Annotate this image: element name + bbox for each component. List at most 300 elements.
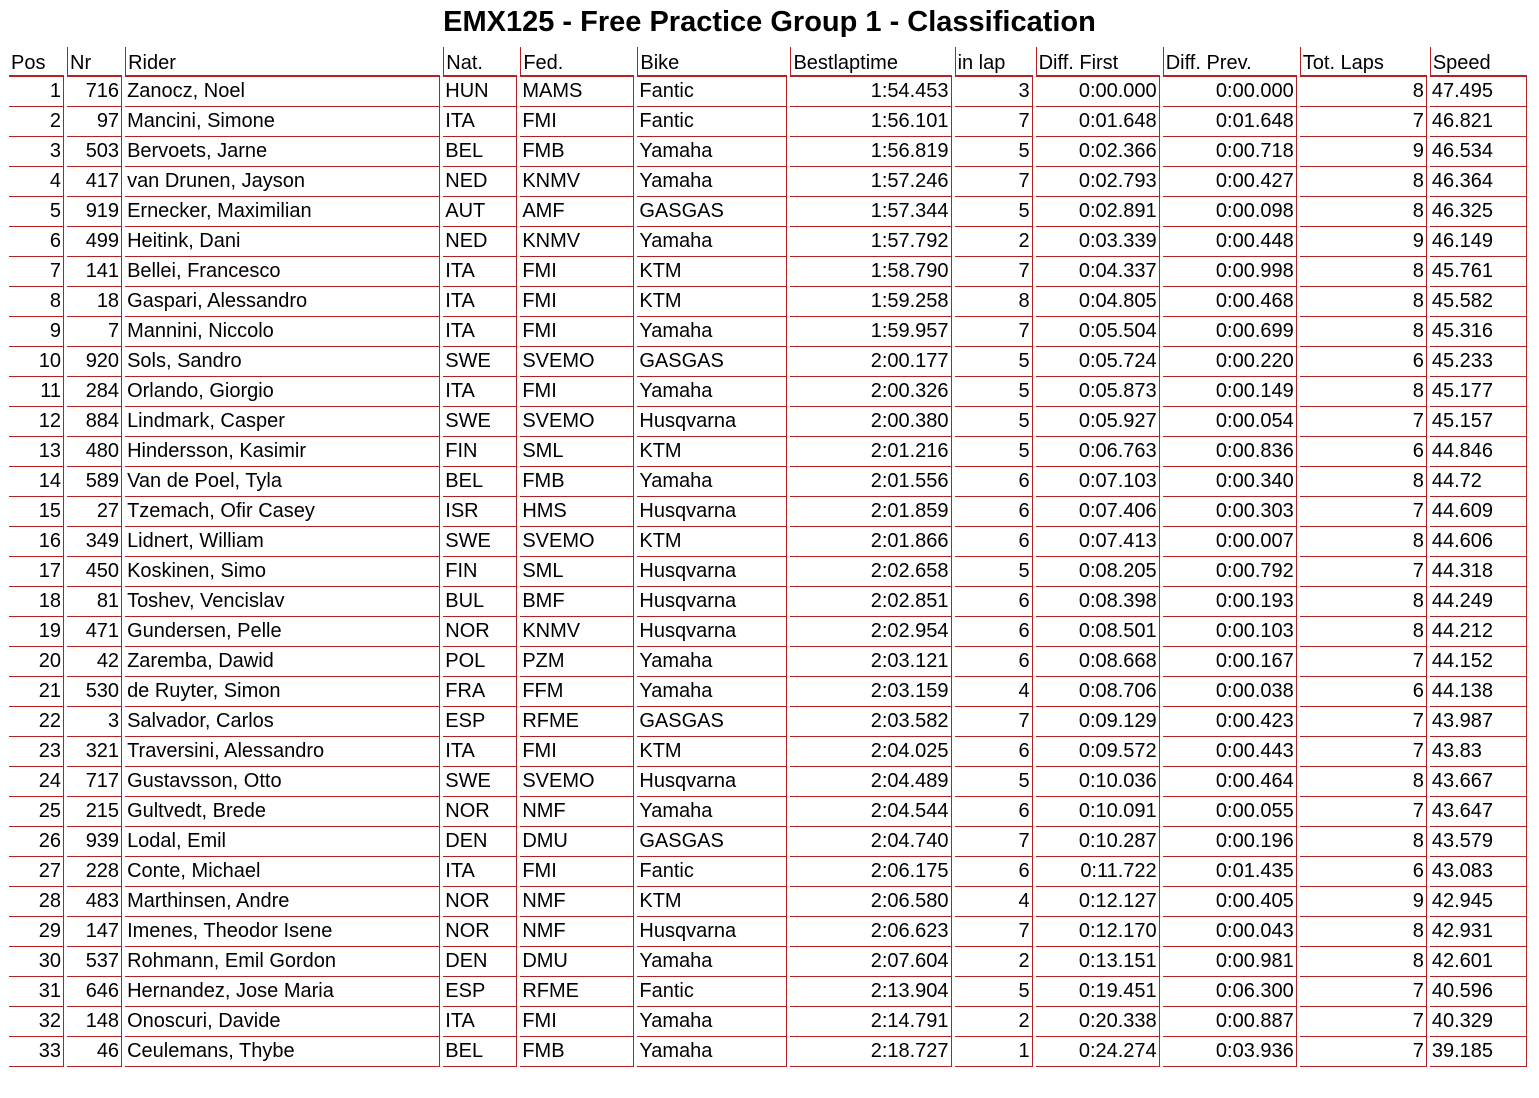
cell-pos: 14 [9,467,64,497]
cell-inlap: 7 [955,107,1033,137]
cell-difffirst: 0:08.398 [1036,587,1160,617]
cell-nr: 530 [67,677,122,707]
cell-pos: 19 [9,617,64,647]
cell-bike: Yamaha [637,167,787,197]
table-row [9,737,1527,767]
cell-best: 2:06.623 [790,917,951,947]
cell-rider: Lindmark, Casper [125,407,440,437]
cell-rider: Ernecker, Maximilian [125,197,440,227]
cell-inlap: 7 [955,707,1033,737]
cell-totlaps: 8 [1300,377,1427,407]
cell-bike: Husqvarna [637,497,787,527]
table-row [9,857,1527,887]
cell-fed: SVEMO [520,407,634,437]
cell-nat: ITA [443,1007,517,1037]
table-row [9,227,1527,257]
cell-best: 1:57.792 [790,227,951,257]
cell-totlaps: 9 [1300,227,1427,257]
cell-best: 2:04.489 [790,767,951,797]
cell-pos: 4 [9,167,64,197]
cell-rider: Rohmann, Emil Gordon [125,947,440,977]
table-row [9,257,1527,287]
cell-fed: SVEMO [520,767,634,797]
cell-best: 2:07.604 [790,947,951,977]
cell-diffprev: 0:00.427 [1163,167,1297,197]
table-row [9,407,1527,437]
cell-best: 1:56.819 [790,137,951,167]
cell-inlap: 6 [955,857,1033,887]
table-row [9,947,1527,977]
cell-speed: 44.249 [1430,587,1527,617]
cell-speed: 44.606 [1430,527,1527,557]
cell-pos: 23 [9,737,64,767]
cell-totlaps: 8 [1300,317,1427,347]
cell-totlaps: 8 [1300,617,1427,647]
cell-speed: 43.667 [1430,767,1527,797]
cell-totlaps: 6 [1300,677,1427,707]
cell-diffprev: 0:00.981 [1163,947,1297,977]
cell-nr: 919 [67,197,122,227]
cell-pos: 9 [9,317,64,347]
cell-rider: Gultvedt, Brede [125,797,440,827]
cell-diffprev: 0:00.792 [1163,557,1297,587]
table-row [9,137,1527,167]
cell-best: 2:01.866 [790,527,951,557]
cell-fed: AMF [520,197,634,227]
cell-best: 2:04.544 [790,797,951,827]
cell-bike: Yamaha [637,227,787,257]
cell-bike: KTM [637,737,787,767]
cell-totlaps: 9 [1300,887,1427,917]
cell-rider: Hernandez, Jose Maria [125,977,440,1007]
cell-fed: MAMS [520,77,634,107]
cell-best: 2:02.851 [790,587,951,617]
cell-pos: 17 [9,557,64,587]
cell-difffirst: 0:06.763 [1036,437,1160,467]
column-header-rider: Rider [125,47,440,77]
cell-diffprev: 0:01.648 [1163,107,1297,137]
table-row [9,887,1527,917]
cell-difffirst: 0:08.706 [1036,677,1160,707]
cell-difffirst: 0:12.170 [1036,917,1160,947]
cell-nr: 215 [67,797,122,827]
cell-best: 1:54.453 [790,77,951,107]
cell-best: 2:14.791 [790,1007,951,1037]
cell-pos: 25 [9,797,64,827]
cell-bike: Yamaha [637,1007,787,1037]
cell-inlap: 2 [955,947,1033,977]
cell-nr: 589 [67,467,122,497]
cell-totlaps: 7 [1300,737,1427,767]
cell-speed: 46.534 [1430,137,1527,167]
cell-nat: SWE [443,527,517,557]
cell-rider: Ceulemans, Thybe [125,1037,440,1067]
column-header-difffirst: Diff. First [1036,47,1160,77]
cell-fed: SML [520,437,634,467]
cell-nr: 141 [67,257,122,287]
cell-speed: 46.821 [1430,107,1527,137]
cell-speed: 43.647 [1430,797,1527,827]
table-row [9,587,1527,617]
cell-diffprev: 0:00.098 [1163,197,1297,227]
cell-rider: Gaspari, Alessandro [125,287,440,317]
cell-best: 2:01.859 [790,497,951,527]
cell-difffirst: 0:07.103 [1036,467,1160,497]
cell-totlaps: 7 [1300,1037,1427,1067]
cell-diffprev: 0:00.007 [1163,527,1297,557]
cell-inlap: 5 [955,377,1033,407]
table-row [9,437,1527,467]
cell-fed: KNMV [520,167,634,197]
cell-pos: 5 [9,197,64,227]
cell-inlap: 6 [955,527,1033,557]
cell-speed: 44.609 [1430,497,1527,527]
cell-fed: FMI [520,737,634,767]
cell-best: 2:04.740 [790,827,951,857]
table-body [9,77,1527,1067]
cell-nat: BEL [443,1037,517,1067]
table-row [9,347,1527,377]
cell-bike: Yamaha [637,377,787,407]
column-header-nr: Nr [67,47,122,77]
cell-difffirst: 0:03.339 [1036,227,1160,257]
cell-totlaps: 6 [1300,857,1427,887]
cell-pos: 12 [9,407,64,437]
cell-best: 1:56.101 [790,107,951,137]
column-header-fed: Fed. [520,47,634,77]
cell-pos: 18 [9,587,64,617]
table-row [9,827,1527,857]
cell-bike: GASGAS [637,347,787,377]
cell-nr: 147 [67,917,122,947]
table-row [9,677,1527,707]
cell-bike: Yamaha [637,1037,787,1067]
cell-rider: Bellei, Francesco [125,257,440,287]
cell-diffprev: 0:00.468 [1163,287,1297,317]
cell-difffirst: 0:04.337 [1036,257,1160,287]
column-header-inlap: in lap [955,47,1033,77]
cell-bike: KTM [637,887,787,917]
cell-speed: 46.364 [1430,167,1527,197]
cell-totlaps: 7 [1300,707,1427,737]
cell-nat: POL [443,647,517,677]
cell-best: 2:06.175 [790,857,951,887]
cell-inlap: 5 [955,977,1033,1007]
cell-nat: NOR [443,617,517,647]
cell-nat: SWE [443,347,517,377]
cell-fed: SML [520,557,634,587]
cell-diffprev: 0:00.043 [1163,917,1297,947]
cell-difffirst: 0:08.501 [1036,617,1160,647]
table-row [9,107,1527,137]
cell-speed: 43.83 [1430,737,1527,767]
cell-nr: 321 [67,737,122,767]
cell-diffprev: 0:00.464 [1163,767,1297,797]
cell-totlaps: 7 [1300,107,1427,137]
cell-pos: 21 [9,677,64,707]
cell-rider: Hindersson, Kasimir [125,437,440,467]
cell-bike: Fantic [637,857,787,887]
cell-diffprev: 0:01.435 [1163,857,1297,887]
cell-speed: 45.761 [1430,257,1527,287]
cell-totlaps: 7 [1300,977,1427,1007]
cell-nr: 284 [67,377,122,407]
cell-inlap: 8 [955,287,1033,317]
cell-difffirst: 0:08.205 [1036,557,1160,587]
cell-diffprev: 0:00.340 [1163,467,1297,497]
cell-inlap: 3 [955,77,1033,107]
cell-speed: 45.316 [1430,317,1527,347]
cell-pos: 15 [9,497,64,527]
cell-pos: 22 [9,707,64,737]
cell-totlaps: 8 [1300,167,1427,197]
cell-nr: 42 [67,647,122,677]
cell-speed: 43.579 [1430,827,1527,857]
table-row [9,77,1527,107]
cell-pos: 33 [9,1037,64,1067]
cell-diffprev: 0:00.054 [1163,407,1297,437]
cell-diffprev: 0:00.103 [1163,617,1297,647]
cell-fed: FMI [520,287,634,317]
cell-rider: Gustavsson, Otto [125,767,440,797]
cell-fed: KNMV [520,617,634,647]
cell-difffirst: 0:00.000 [1036,77,1160,107]
cell-nat: AUT [443,197,517,227]
cell-difffirst: 0:08.668 [1036,647,1160,677]
cell-best: 1:57.246 [790,167,951,197]
cell-inlap: 2 [955,227,1033,257]
cell-fed: FMI [520,317,634,347]
cell-inlap: 1 [955,1037,1033,1067]
cell-speed: 43.987 [1430,707,1527,737]
cell-totlaps: 7 [1300,797,1427,827]
cell-totlaps: 7 [1300,647,1427,677]
cell-diffprev: 0:00.193 [1163,587,1297,617]
cell-nr: 27 [67,497,122,527]
column-header-bike: Bike [637,47,787,77]
cell-rider: Mancini, Simone [125,107,440,137]
cell-totlaps: 8 [1300,197,1427,227]
cell-best: 1:58.790 [790,257,951,287]
cell-rider: Mannini, Niccolo [125,317,440,347]
cell-bike: Yamaha [637,317,787,347]
cell-fed: NMF [520,917,634,947]
cell-inlap: 5 [955,557,1033,587]
cell-diffprev: 0:00.220 [1163,347,1297,377]
table-row [9,377,1527,407]
cell-nat: ITA [443,377,517,407]
cell-pos: 31 [9,977,64,1007]
cell-fed: FMI [520,107,634,137]
cell-pos: 8 [9,287,64,317]
cell-best: 2:06.580 [790,887,951,917]
cell-inlap: 4 [955,887,1033,917]
cell-fed: NMF [520,887,634,917]
cell-inlap: 6 [955,587,1033,617]
cell-pos: 26 [9,827,64,857]
cell-difffirst: 0:13.151 [1036,947,1160,977]
page-title: EMX125 - Free Practice Group 1 - Classification [443,6,1096,38]
cell-pos: 28 [9,887,64,917]
cell-rider: Koskinen, Simo [125,557,440,587]
cell-pos: 24 [9,767,64,797]
cell-difffirst: 0:10.287 [1036,827,1160,857]
cell-speed: 46.149 [1430,227,1527,257]
cell-best: 2:03.159 [790,677,951,707]
cell-nr: 920 [67,347,122,377]
cell-best: 2:02.954 [790,617,951,647]
cell-totlaps: 6 [1300,347,1427,377]
cell-rider: Conte, Michael [125,857,440,887]
cell-best: 2:01.556 [790,467,951,497]
cell-totlaps: 8 [1300,587,1427,617]
cell-inlap: 7 [955,917,1033,947]
table-row [9,707,1527,737]
cell-inlap: 6 [955,467,1033,497]
cell-nr: 499 [67,227,122,257]
cell-nat: NOR [443,797,517,827]
cell-speed: 40.596 [1430,977,1527,1007]
cell-nat: ESP [443,707,517,737]
cell-diffprev: 0:00.405 [1163,887,1297,917]
cell-speed: 44.138 [1430,677,1527,707]
cell-speed: 44.212 [1430,617,1527,647]
cell-rider: Orlando, Giorgio [125,377,440,407]
column-header-speed: Speed [1430,47,1527,77]
cell-pos: 10 [9,347,64,377]
cell-totlaps: 6 [1300,437,1427,467]
cell-speed: 42.945 [1430,887,1527,917]
cell-difffirst: 0:24.274 [1036,1037,1160,1067]
cell-diffprev: 0:00.055 [1163,797,1297,827]
cell-totlaps: 8 [1300,467,1427,497]
cell-bike: KTM [637,257,787,287]
cell-difffirst: 0:05.927 [1036,407,1160,437]
cell-bike: Yamaha [637,947,787,977]
cell-totlaps: 8 [1300,257,1427,287]
cell-nr: 884 [67,407,122,437]
cell-difffirst: 0:05.504 [1036,317,1160,347]
cell-bike: Fantic [637,107,787,137]
cell-nat: ITA [443,107,517,137]
cell-totlaps: 9 [1300,137,1427,167]
cell-speed: 40.329 [1430,1007,1527,1037]
cell-nr: 483 [67,887,122,917]
cell-inlap: 7 [955,167,1033,197]
cell-nat: SWE [443,407,517,437]
cell-rider: Onoscuri, Davide [125,1007,440,1037]
cell-totlaps: 8 [1300,287,1427,317]
cell-pos: 2 [9,107,64,137]
table-row [9,317,1527,347]
table-row [9,497,1527,527]
cell-speed: 45.233 [1430,347,1527,377]
cell-difffirst: 0:09.129 [1036,707,1160,737]
cell-best: 1:59.258 [790,287,951,317]
cell-nat: FRA [443,677,517,707]
cell-diffprev: 0:00.887 [1163,1007,1297,1037]
cell-fed: RFME [520,707,634,737]
cell-difffirst: 0:04.805 [1036,287,1160,317]
cell-bike: KTM [637,437,787,467]
cell-best: 1:59.957 [790,317,951,347]
cell-pos: 7 [9,257,64,287]
cell-nat: BUL [443,587,517,617]
cell-nat: DEN [443,947,517,977]
column-header-totlaps: Tot. Laps [1300,47,1427,77]
cell-best: 2:00.380 [790,407,951,437]
cell-inlap: 7 [955,317,1033,347]
cell-nr: 3 [67,707,122,737]
table-row [9,1037,1527,1067]
table-row [9,287,1527,317]
cell-totlaps: 7 [1300,557,1427,587]
cell-difffirst: 0:02.793 [1036,167,1160,197]
cell-rider: Marthinsen, Andre [125,887,440,917]
cell-nr: 480 [67,437,122,467]
cell-inlap: 5 [955,407,1033,437]
cell-best: 2:00.177 [790,347,951,377]
cell-fed: HMS [520,497,634,527]
cell-pos: 3 [9,137,64,167]
cell-difffirst: 0:02.366 [1036,137,1160,167]
cell-nr: 717 [67,767,122,797]
cell-fed: FMB [520,137,634,167]
cell-difffirst: 0:11.722 [1036,857,1160,887]
cell-speed: 45.157 [1430,407,1527,437]
cell-rider: Toshev, Vencislav [125,587,440,617]
cell-diffprev: 0:00.149 [1163,377,1297,407]
column-header-pos: Pos [9,47,64,77]
cell-bike: Husqvarna [637,767,787,797]
cell-nat: ITA [443,257,517,287]
cell-rider: Van de Poel, Tyla [125,467,440,497]
cell-nr: 7 [67,317,122,347]
cell-bike: GASGAS [637,707,787,737]
cell-bike: KTM [637,527,787,557]
cell-best: 2:04.025 [790,737,951,767]
cell-best: 2:00.326 [790,377,951,407]
cell-nat: DEN [443,827,517,857]
cell-bike: GASGAS [637,197,787,227]
cell-fed: BMF [520,587,634,617]
cell-nr: 939 [67,827,122,857]
cell-rider: Traversini, Alessandro [125,737,440,767]
cell-pos: 6 [9,227,64,257]
cell-bike: Yamaha [637,137,787,167]
cell-speed: 46.325 [1430,197,1527,227]
cell-inlap: 5 [955,137,1033,167]
cell-fed: RFME [520,977,634,1007]
cell-difffirst: 0:02.891 [1036,197,1160,227]
cell-nr: 228 [67,857,122,887]
cell-bike: Husqvarna [637,917,787,947]
cell-difffirst: 0:07.413 [1036,527,1160,557]
cell-inlap: 6 [955,497,1033,527]
cell-speed: 44.846 [1430,437,1527,467]
cell-rider: Heitink, Dani [125,227,440,257]
cell-rider: Imenes, Theodor Isene [125,917,440,947]
cell-diffprev: 0:03.936 [1163,1037,1297,1067]
cell-inlap: 2 [955,1007,1033,1037]
cell-fed: KNMV [520,227,634,257]
cell-speed: 42.931 [1430,917,1527,947]
cell-fed: FMB [520,1037,634,1067]
table-row [9,797,1527,827]
cell-difffirst: 0:10.036 [1036,767,1160,797]
cell-nat: BEL [443,467,517,497]
cell-best: 2:13.904 [790,977,951,1007]
